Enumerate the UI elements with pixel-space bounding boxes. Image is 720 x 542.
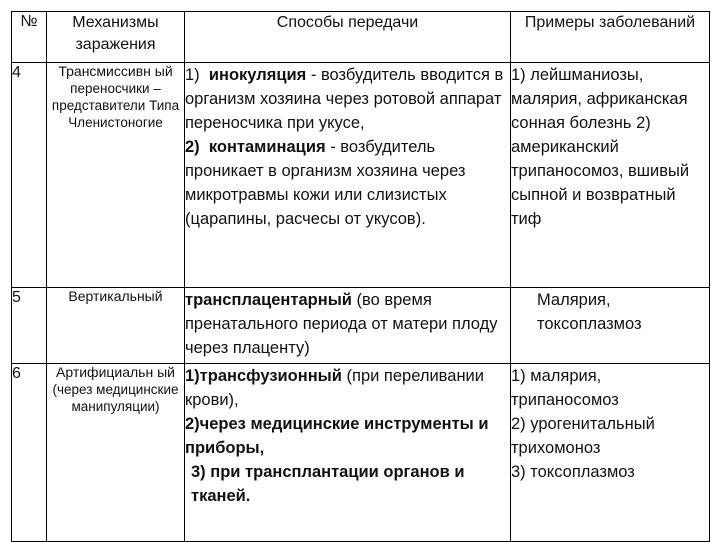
mechanism-name: Вертикальный <box>68 288 163 304</box>
row-number: 4 <box>12 63 47 288</box>
mechanism-cell <box>47 364 185 542</box>
mechanism-cell <box>47 63 185 288</box>
way-item <box>185 288 510 360</box>
mechanism-name: Артифициальн ый <box>56 364 175 380</box>
header-mechanism: Механизмы заражения <box>47 12 185 63</box>
examples-item: 2) урогенитальный трихомоноз <box>511 415 655 457</box>
table-header-row <box>12 12 710 63</box>
table-row <box>12 63 710 288</box>
examples-text: Малярия, токсоплазмоз <box>537 291 642 333</box>
way-item <box>185 364 510 412</box>
mechanism-note: переносчики – представители Типа Членистоногие <box>51 81 180 130</box>
table-row <box>12 364 710 542</box>
transmission-ways-cell <box>185 63 511 288</box>
way-item <box>185 63 510 135</box>
header-number: № <box>12 12 47 63</box>
way-item <box>185 412 510 460</box>
way-number: 1) <box>185 66 200 84</box>
way-number: 2) <box>185 138 200 156</box>
transmission-ways-cell <box>185 364 511 542</box>
way-item <box>185 135 510 231</box>
row-number: 6 <box>12 364 47 542</box>
mechanism-name: Трансмиссивн ый <box>58 63 173 79</box>
mechanism-cell <box>47 288 185 364</box>
way-term: трансплацентарный <box>185 291 352 309</box>
examples-cell <box>511 288 710 364</box>
examples-item: 3) токсоплазмоз <box>511 463 635 481</box>
examples-cell: 1) лейшманиозы, малярия, африканская сонная болезнь 2) американский трипаносомоз, вшивый сыпной и возвратный тиф <box>511 63 710 288</box>
way-term: инокуляция <box>208 66 307 84</box>
way-term: 1)трансфузионный <box>185 367 342 385</box>
header-examples: Примеры заболеваний <box>511 12 710 63</box>
way-description: (во время пренатального периода от матери плоду через плаценту) <box>185 291 498 357</box>
transmission-ways-cell <box>185 288 511 364</box>
row-number: 5 <box>12 288 47 364</box>
way-description: (при переливании крови), <box>185 367 484 409</box>
way-item <box>185 460 510 508</box>
way-term: 2)через медицинские инструменты и приборы, <box>185 415 489 457</box>
way-description: - возбудитель проникает в организм хозяина через микротравмы кожи или слизистых (царапины, расчесы от укусов). <box>185 138 466 228</box>
way-description: - возбудитель вводится в организм хозяина через ротовой аппарат переносчика при укусе, <box>185 66 504 132</box>
table-row <box>12 288 710 364</box>
way-term: 3) при трансплантации органов и тканей. <box>191 463 465 505</box>
way-term: контаминация <box>208 138 326 156</box>
transmission-table <box>11 11 710 542</box>
examples-item: 1) малярия, трипаносомоз <box>511 367 619 409</box>
mechanism-note: (через медицинские манипуляции) <box>52 382 179 414</box>
header-ways: Способы передачи <box>185 12 511 63</box>
examples-cell <box>511 364 710 542</box>
